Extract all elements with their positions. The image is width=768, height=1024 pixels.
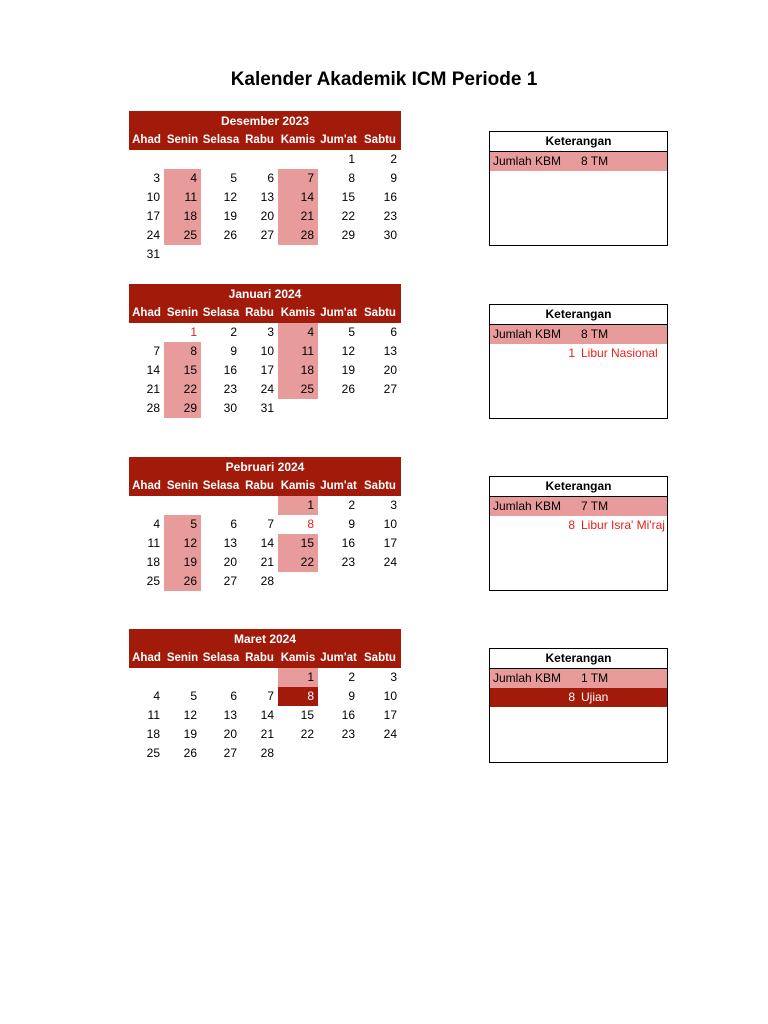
date-cell: 25	[164, 226, 201, 245]
date-cell	[359, 744, 401, 763]
keterangan-note	[490, 688, 667, 707]
date-cell: 24	[383, 727, 397, 741]
week-row	[129, 668, 401, 687]
date-cell: 31	[260, 401, 274, 415]
weekday-label: Senin	[166, 480, 199, 492]
date-cell: 3	[153, 171, 160, 185]
date-cell: 11	[278, 342, 318, 361]
date-cell	[129, 496, 164, 515]
date-cell: 23	[341, 555, 355, 569]
date-cell	[129, 668, 164, 687]
date-cell: 8	[348, 171, 355, 185]
date-cell	[201, 150, 241, 169]
date-cell: 11	[147, 708, 160, 722]
date-cell: 16	[383, 190, 397, 204]
date-cell	[278, 744, 318, 763]
date-cell: 20	[223, 727, 237, 741]
date-cell	[241, 245, 278, 264]
date-cell: 19	[164, 553, 201, 572]
date-cell: 17	[146, 209, 160, 223]
date-cell	[241, 668, 278, 687]
date-cell: 12	[341, 344, 355, 358]
week-row	[129, 572, 401, 591]
week-row	[129, 534, 401, 553]
date-cell: 6	[230, 517, 237, 531]
weekday-label: Ahad	[132, 307, 161, 319]
date-cell: 5	[230, 171, 237, 185]
date-cell: 25	[146, 574, 160, 588]
date-cell: 13	[383, 344, 397, 358]
note-text: Ujian	[581, 690, 609, 704]
date-cell: 20	[223, 555, 237, 569]
date-cell: 1	[278, 668, 318, 687]
month-title: Desember 2023	[129, 111, 401, 131]
date-cell: 13	[223, 536, 237, 550]
date-cell: 8	[164, 342, 201, 361]
weekday-label: Ahad	[132, 652, 161, 664]
date-cell: 12	[164, 534, 201, 553]
date-cell: 22	[341, 209, 355, 223]
date-cell: 21	[260, 555, 274, 569]
date-cell: 8	[307, 517, 314, 531]
date-cell: 14	[260, 708, 274, 722]
month-calendar	[129, 111, 401, 264]
week-row	[129, 687, 401, 706]
week-row	[129, 226, 401, 245]
date-cell: 13	[223, 708, 237, 722]
date-cell: 26	[341, 382, 355, 396]
kbm-value: 1 TM	[581, 671, 609, 685]
date-cell	[318, 572, 359, 591]
week-row	[129, 706, 401, 725]
week-row	[129, 169, 401, 188]
date-cell: 28	[260, 574, 274, 588]
date-cell	[318, 399, 359, 418]
date-cell: 14	[146, 363, 160, 377]
kbm-label: Jumlah KBM	[493, 499, 562, 513]
weekday-label: Selasa	[202, 307, 240, 319]
week-row	[129, 361, 401, 380]
date-cell: 1	[348, 152, 355, 166]
month-title: Pebruari 2024	[129, 457, 401, 477]
date-cell: 4	[153, 689, 160, 703]
date-cell: 9	[390, 171, 397, 185]
weekday-label: Senin	[166, 652, 199, 664]
month-calendar	[129, 629, 401, 763]
date-cell	[164, 150, 201, 169]
weekday-label: Senin	[166, 134, 199, 146]
week-row	[129, 553, 401, 572]
date-cell: 26	[164, 572, 201, 591]
weekday-label: Kamis	[280, 652, 316, 664]
date-cell: 7	[278, 169, 318, 188]
date-cell	[278, 150, 318, 169]
date-cell: 27	[260, 228, 274, 242]
date-cell: 2	[348, 670, 355, 684]
date-cell: 31	[146, 247, 160, 261]
date-cell	[318, 245, 359, 264]
date-cell: 10	[383, 517, 397, 531]
date-cell: 18	[278, 361, 318, 380]
date-cell: 22	[164, 380, 201, 399]
date-cell	[129, 150, 164, 169]
date-cell: 27	[223, 574, 237, 588]
date-cell: 25	[146, 746, 160, 760]
week-row	[129, 496, 401, 515]
date-cell: 6	[390, 325, 397, 339]
date-cell: 21	[260, 727, 274, 741]
date-cell: 14	[278, 188, 318, 207]
weekday-label: Rabu	[245, 134, 274, 146]
weekday-header	[129, 649, 401, 668]
date-cell: 15	[341, 190, 355, 204]
weekday-label: Jum'at	[320, 652, 357, 664]
date-cell	[201, 668, 241, 687]
weekday-label: Selasa	[202, 652, 240, 664]
date-cell: 4	[164, 169, 201, 188]
week-row	[129, 725, 401, 744]
date-cell: 24	[146, 228, 160, 242]
date-cell: 5	[190, 689, 197, 703]
date-cell: 16	[341, 708, 355, 722]
date-cell: 14	[260, 536, 274, 550]
kbm-row	[490, 325, 667, 344]
keterangan-note	[490, 344, 667, 363]
date-cell: 16	[341, 536, 355, 550]
weekday-label: Sabtu	[364, 307, 396, 319]
kbm-value: 7 TM	[581, 499, 609, 513]
keterangan-box	[489, 304, 668, 419]
date-cell: 17	[383, 536, 397, 550]
keterangan-box	[489, 476, 668, 591]
note-date: 1	[568, 346, 575, 360]
date-cell: 7	[153, 344, 160, 358]
date-cell: 7	[267, 689, 274, 703]
keterangan-box	[489, 648, 668, 763]
date-cell	[278, 399, 318, 418]
date-cell: 5	[348, 325, 355, 339]
weekday-label: Ahad	[132, 480, 161, 492]
weekday-label: Rabu	[245, 307, 274, 319]
date-cell: 26	[183, 746, 197, 760]
date-cell: 27	[223, 746, 237, 760]
weekday-label: Jum'at	[320, 134, 357, 146]
date-cell: 15	[300, 708, 314, 722]
weekday-label: Kamis	[280, 134, 316, 146]
date-cell: 21	[146, 382, 160, 396]
date-cell: 7	[267, 517, 274, 531]
kbm-value: 8 TM	[581, 154, 609, 168]
keterangan-note	[490, 516, 667, 535]
date-cell: 2	[348, 498, 355, 512]
date-cell: 21	[278, 207, 318, 226]
date-cell: 23	[383, 209, 397, 223]
week-row	[129, 323, 401, 342]
weekday-label: Kamis	[280, 307, 316, 319]
weekday-label: Rabu	[245, 480, 274, 492]
week-row	[129, 188, 401, 207]
date-cell: 18	[146, 555, 160, 569]
date-cell: 18	[164, 207, 201, 226]
date-cell: 24	[383, 555, 397, 569]
weekday-label: Rabu	[245, 652, 274, 664]
date-cell: 25	[278, 380, 318, 399]
date-cell: 11	[147, 536, 160, 550]
date-cell: 12	[223, 190, 237, 204]
weekday-label: Sabtu	[364, 652, 396, 664]
date-cell	[278, 245, 318, 264]
weekday-label: Selasa	[202, 480, 240, 492]
date-cell: 28	[146, 401, 160, 415]
date-cell: 20	[260, 209, 274, 223]
weekday-header	[129, 304, 401, 323]
keterangan-box	[489, 131, 668, 246]
keterangan-header: Keterangan	[490, 132, 667, 152]
date-cell: 24	[260, 382, 274, 396]
date-cell: 11	[164, 188, 201, 207]
date-cell: 20	[383, 363, 397, 377]
weekday-label: Senin	[166, 307, 199, 319]
date-cell: 9	[348, 517, 355, 531]
date-cell	[359, 245, 401, 264]
date-cell: 2	[390, 152, 397, 166]
date-cell: 17	[383, 708, 397, 722]
kbm-row	[490, 152, 667, 171]
date-cell: 3	[267, 325, 274, 339]
date-cell: 28	[278, 226, 318, 245]
date-cell: 1	[190, 325, 197, 339]
date-cell: 17	[260, 363, 274, 377]
date-cell: 26	[223, 228, 237, 242]
date-cell: 16	[223, 363, 237, 377]
date-cell: 10	[383, 689, 397, 703]
date-cell: 23	[223, 382, 237, 396]
weekday-label: Jum'at	[320, 480, 357, 492]
weekday-header	[129, 477, 401, 496]
month-title: Januari 2024	[129, 284, 401, 304]
keterangan-header: Keterangan	[490, 649, 667, 669]
date-cell	[278, 572, 318, 591]
date-cell	[359, 572, 401, 591]
date-cell: 4	[153, 517, 160, 531]
date-cell	[201, 245, 241, 264]
date-cell	[164, 668, 201, 687]
date-cell	[129, 323, 164, 342]
date-cell: 19	[183, 727, 197, 741]
week-row	[129, 342, 401, 361]
weekday-label: Selasa	[202, 134, 240, 146]
note-text: Libur Isra' Mi'raj	[581, 518, 665, 532]
date-cell: 19	[341, 363, 355, 377]
week-row	[129, 245, 401, 264]
kbm-label: Jumlah KBM	[493, 327, 562, 341]
date-cell	[164, 496, 201, 515]
week-row	[129, 399, 401, 418]
date-cell	[318, 744, 359, 763]
week-row	[129, 744, 401, 763]
date-cell	[164, 245, 201, 264]
date-cell: 18	[146, 727, 160, 741]
keterangan-header: Keterangan	[490, 477, 667, 497]
month-calendar	[129, 284, 401, 418]
week-row	[129, 380, 401, 399]
kbm-label: Jumlah KBM	[493, 154, 562, 168]
page-title: Kalender Akademik ICM Periode 1	[230, 69, 538, 90]
weekday-label: Kamis	[280, 480, 316, 492]
date-cell: 22	[278, 553, 318, 572]
date-cell: 10	[260, 344, 274, 358]
date-cell: 2	[230, 325, 237, 339]
date-cell: 3	[390, 498, 397, 512]
date-cell: 27	[383, 382, 397, 396]
date-cell: 13	[260, 190, 274, 204]
date-cell	[241, 150, 278, 169]
date-cell: 15	[278, 534, 318, 553]
date-cell: 6	[230, 689, 237, 703]
date-cell: 15	[164, 361, 201, 380]
kbm-value: 8 TM	[581, 327, 609, 341]
kbm-label: Jumlah KBM	[493, 671, 562, 685]
date-cell: 9	[230, 344, 237, 358]
date-cell: 10	[146, 190, 160, 204]
note-text: Libur Nasional	[581, 346, 658, 360]
week-row	[129, 207, 401, 226]
weekday-label: Sabtu	[364, 480, 396, 492]
date-cell: 1	[278, 496, 318, 515]
week-row	[129, 515, 401, 534]
date-cell: 30	[383, 228, 397, 242]
date-cell: 22	[300, 727, 314, 741]
date-cell	[241, 496, 278, 515]
date-cell: 30	[223, 401, 237, 415]
week-row	[129, 150, 401, 169]
date-cell: 19	[223, 209, 237, 223]
date-cell: 12	[183, 708, 197, 722]
kbm-row	[490, 497, 667, 516]
date-cell: 9	[348, 689, 355, 703]
weekday-label: Sabtu	[364, 134, 396, 146]
weekday-label: Jum'at	[320, 307, 357, 319]
month-title: Maret 2024	[129, 629, 401, 649]
date-cell: 28	[260, 746, 274, 760]
date-cell: 6	[267, 171, 274, 185]
date-cell: 23	[341, 727, 355, 741]
date-cell: 5	[164, 515, 201, 534]
note-date: 8	[568, 690, 575, 704]
date-cell: 8	[278, 687, 318, 706]
kbm-row	[490, 669, 667, 688]
note-date: 8	[568, 518, 575, 532]
date-cell	[201, 496, 241, 515]
month-calendar	[129, 457, 401, 591]
date-cell: 4	[278, 323, 318, 342]
date-cell: 29	[164, 399, 201, 418]
keterangan-header: Keterangan	[490, 305, 667, 325]
date-cell	[359, 399, 401, 418]
weekday-header	[129, 131, 401, 150]
weekday-label: Ahad	[132, 134, 161, 146]
date-cell: 29	[341, 228, 355, 242]
date-cell: 3	[390, 670, 397, 684]
